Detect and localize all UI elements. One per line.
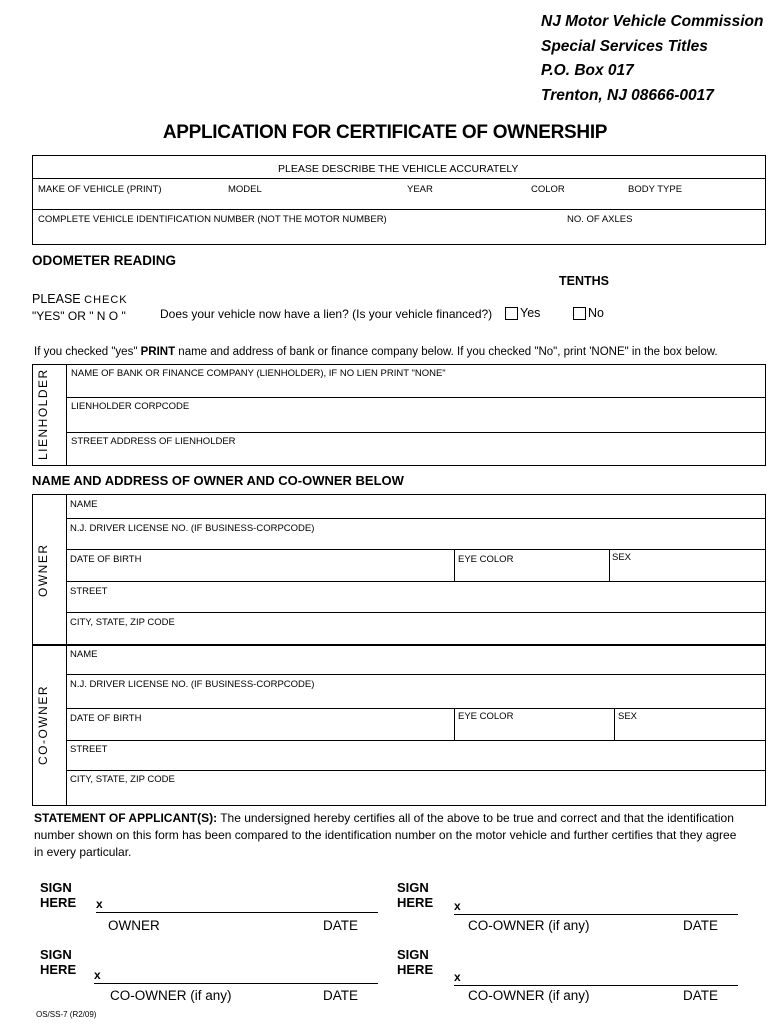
divider	[67, 740, 765, 741]
owner-side-label: OWNER	[36, 543, 50, 597]
divider	[67, 432, 765, 433]
divider	[67, 770, 765, 771]
owners-heading: NAME AND ADDRESS OF OWNER AND CO-OWNER BELOW	[32, 473, 404, 488]
instruction-post: name and address of bank or finance company below. If you checked "No", print 'NONE" in the box below.	[175, 346, 718, 358]
owner-city-field[interactable]: CITY, STATE, ZIP CODE	[70, 617, 175, 628]
divider	[33, 178, 765, 179]
please-check-label	[32, 292, 128, 306]
year-field[interactable]: YEAR	[407, 184, 433, 195]
coowner-sex-field[interactable]: SEX	[618, 711, 638, 722]
lien-question: Does your vehicle now have a lien? (Is your vehicle financed?)	[160, 307, 493, 321]
sign-here-coowner	[397, 880, 433, 910]
divider	[67, 397, 765, 398]
address-line: Trenton, NJ 08666-0017	[541, 86, 714, 104]
no-label: No	[588, 306, 604, 320]
divider	[33, 209, 765, 210]
yes-checkbox[interactable]	[505, 307, 518, 320]
divider	[67, 549, 765, 550]
please-text: PLEASE	[32, 292, 81, 306]
coowner-dob-field[interactable]: DATE OF BIRTH	[70, 713, 142, 724]
check-text: CHECK	[84, 294, 128, 306]
sign-label: SIGN	[397, 880, 429, 895]
lienholder-side-label: LIENHOLDER	[36, 368, 50, 461]
coowner-name-field[interactable]: NAME	[70, 649, 98, 660]
sign-here-coowner	[397, 947, 433, 977]
owner-caption: OWNER	[108, 918, 160, 933]
owner-signature-line[interactable]	[96, 912, 378, 913]
coowner-signature-line[interactable]	[454, 914, 738, 915]
no-checkbox[interactable]	[573, 307, 586, 320]
address-line: NJ Motor Vehicle Commission	[541, 13, 764, 30]
owner-dob-field[interactable]: DATE OF BIRTH	[70, 554, 142, 565]
divider	[454, 708, 455, 740]
color-field[interactable]: COLOR	[531, 184, 565, 195]
divider	[67, 612, 765, 613]
divider	[67, 581, 765, 582]
coowner-caption: CO-OWNER (if any)	[110, 988, 232, 1003]
body-type-field[interactable]: BODY TYPE	[628, 184, 683, 195]
make-field[interactable]: MAKE OF VEHICLE (PRINT)	[38, 184, 162, 195]
divider	[66, 645, 67, 805]
lienholder-box	[32, 364, 766, 466]
date-caption: DATE	[323, 988, 359, 1003]
sig-x-mark: x	[94, 968, 101, 982]
coowner-signature-line[interactable]	[94, 983, 378, 984]
coowner-license-field[interactable]: N.J. DRIVER LICENSE NO. (IF BUSINESS-CORPCODE)	[70, 679, 315, 690]
divider	[67, 674, 765, 675]
owner-license-field[interactable]: N.J. DRIVER LICENSE NO. (IF BUSINESS-CORPCODE)	[70, 523, 315, 534]
divider	[67, 518, 765, 519]
coowner-city-field[interactable]: CITY, STATE, ZIP CODE	[70, 774, 175, 785]
mailing-address	[541, 10, 766, 108]
vehicle-heading: PLEASE DESCRIBE THE VEHICLE ACCURATELY	[278, 163, 519, 175]
address-line: P.O. Box 017	[541, 62, 634, 79]
statement-text: The undersigned hereby certifies all of the above to be true and correct and that the identification number shown on this form has been compared to the identification number on the motor vehicle and further certifies that they agree in every particular.	[34, 811, 737, 859]
sign-here-coowner	[40, 947, 76, 977]
sign-label: SIGN	[40, 880, 72, 895]
coowner-eye-color-field[interactable]: EYE COLOR	[458, 711, 514, 722]
coowner-caption: CO-OWNER (if any)	[468, 988, 590, 1003]
divider	[454, 549, 455, 581]
applicant-statement	[34, 810, 746, 861]
sig-x-mark: x	[96, 897, 103, 911]
lienholder-corpcode-field[interactable]: LIENHOLDER CORPCODE	[71, 401, 190, 412]
form-title: APPLICATION FOR CERTIFICATE OF OWNERSHIP	[162, 122, 608, 143]
sign-here-owner	[40, 880, 76, 910]
form-id: OS/SS-7 (R2/09)	[36, 1010, 97, 1019]
yes-label: Yes	[520, 306, 541, 320]
divider	[67, 708, 765, 709]
yes-or-no-label: "YES" OR " N O "	[32, 309, 126, 323]
lienholder-street-field[interactable]: STREET ADDRESS OF LIENHOLDER	[71, 436, 236, 447]
odometer-heading: ODOMETER READING	[32, 253, 177, 268]
lienholder-name-field[interactable]: NAME OF BANK OR FINANCE COMPANY (LIENHOLDER), IF NO LIEN PRINT "NONE"	[71, 368, 446, 379]
date-caption: DATE	[683, 918, 719, 933]
lien-no-option[interactable]	[573, 306, 604, 320]
sig-x-mark: x	[454, 899, 461, 913]
statement-heading: STATEMENT OF APPLICANT(S):	[34, 811, 218, 825]
owner-name-field[interactable]: NAME	[70, 499, 98, 510]
here-label: HERE	[397, 962, 434, 977]
sign-label: SIGN	[397, 947, 429, 962]
coowner-signature-line[interactable]	[454, 985, 738, 986]
vin-field[interactable]: COMPLETE VEHICLE IDENTIFICATION NUMBER (NOT THE MOTOR NUMBER)	[38, 214, 387, 225]
lien-yes-option[interactable]	[505, 306, 540, 320]
sig-x-mark: x	[454, 970, 461, 984]
here-label: HERE	[397, 895, 434, 910]
owner-eye-color-field[interactable]: EYE COLOR	[458, 554, 514, 565]
address-line: Special Services Titles	[541, 37, 708, 55]
coowner-street-field[interactable]: STREET	[70, 744, 108, 755]
owner-street-field[interactable]: STREET	[70, 586, 108, 597]
instruction-pre: If you checked "yes"	[34, 346, 141, 358]
divider	[66, 365, 67, 465]
here-label: HERE	[40, 895, 77, 910]
date-caption: DATE	[683, 988, 719, 1003]
tenths-label: TENTHS	[559, 274, 609, 288]
sign-label: SIGN	[40, 947, 72, 962]
model-field[interactable]: MODEL	[228, 184, 262, 195]
lienholder-instruction	[34, 346, 718, 358]
instruction-bold: PRINT	[140, 346, 176, 358]
axles-field[interactable]: NO. OF AXLES	[567, 214, 633, 225]
divider	[614, 708, 615, 740]
coowner-side-label: CO-OWNER	[36, 685, 50, 765]
date-caption: DATE	[323, 918, 359, 933]
here-label: HERE	[40, 962, 77, 977]
divider	[609, 549, 610, 581]
coowner-caption: CO-OWNER (if any)	[468, 918, 590, 933]
owner-sex-field[interactable]: SEX	[612, 552, 632, 563]
